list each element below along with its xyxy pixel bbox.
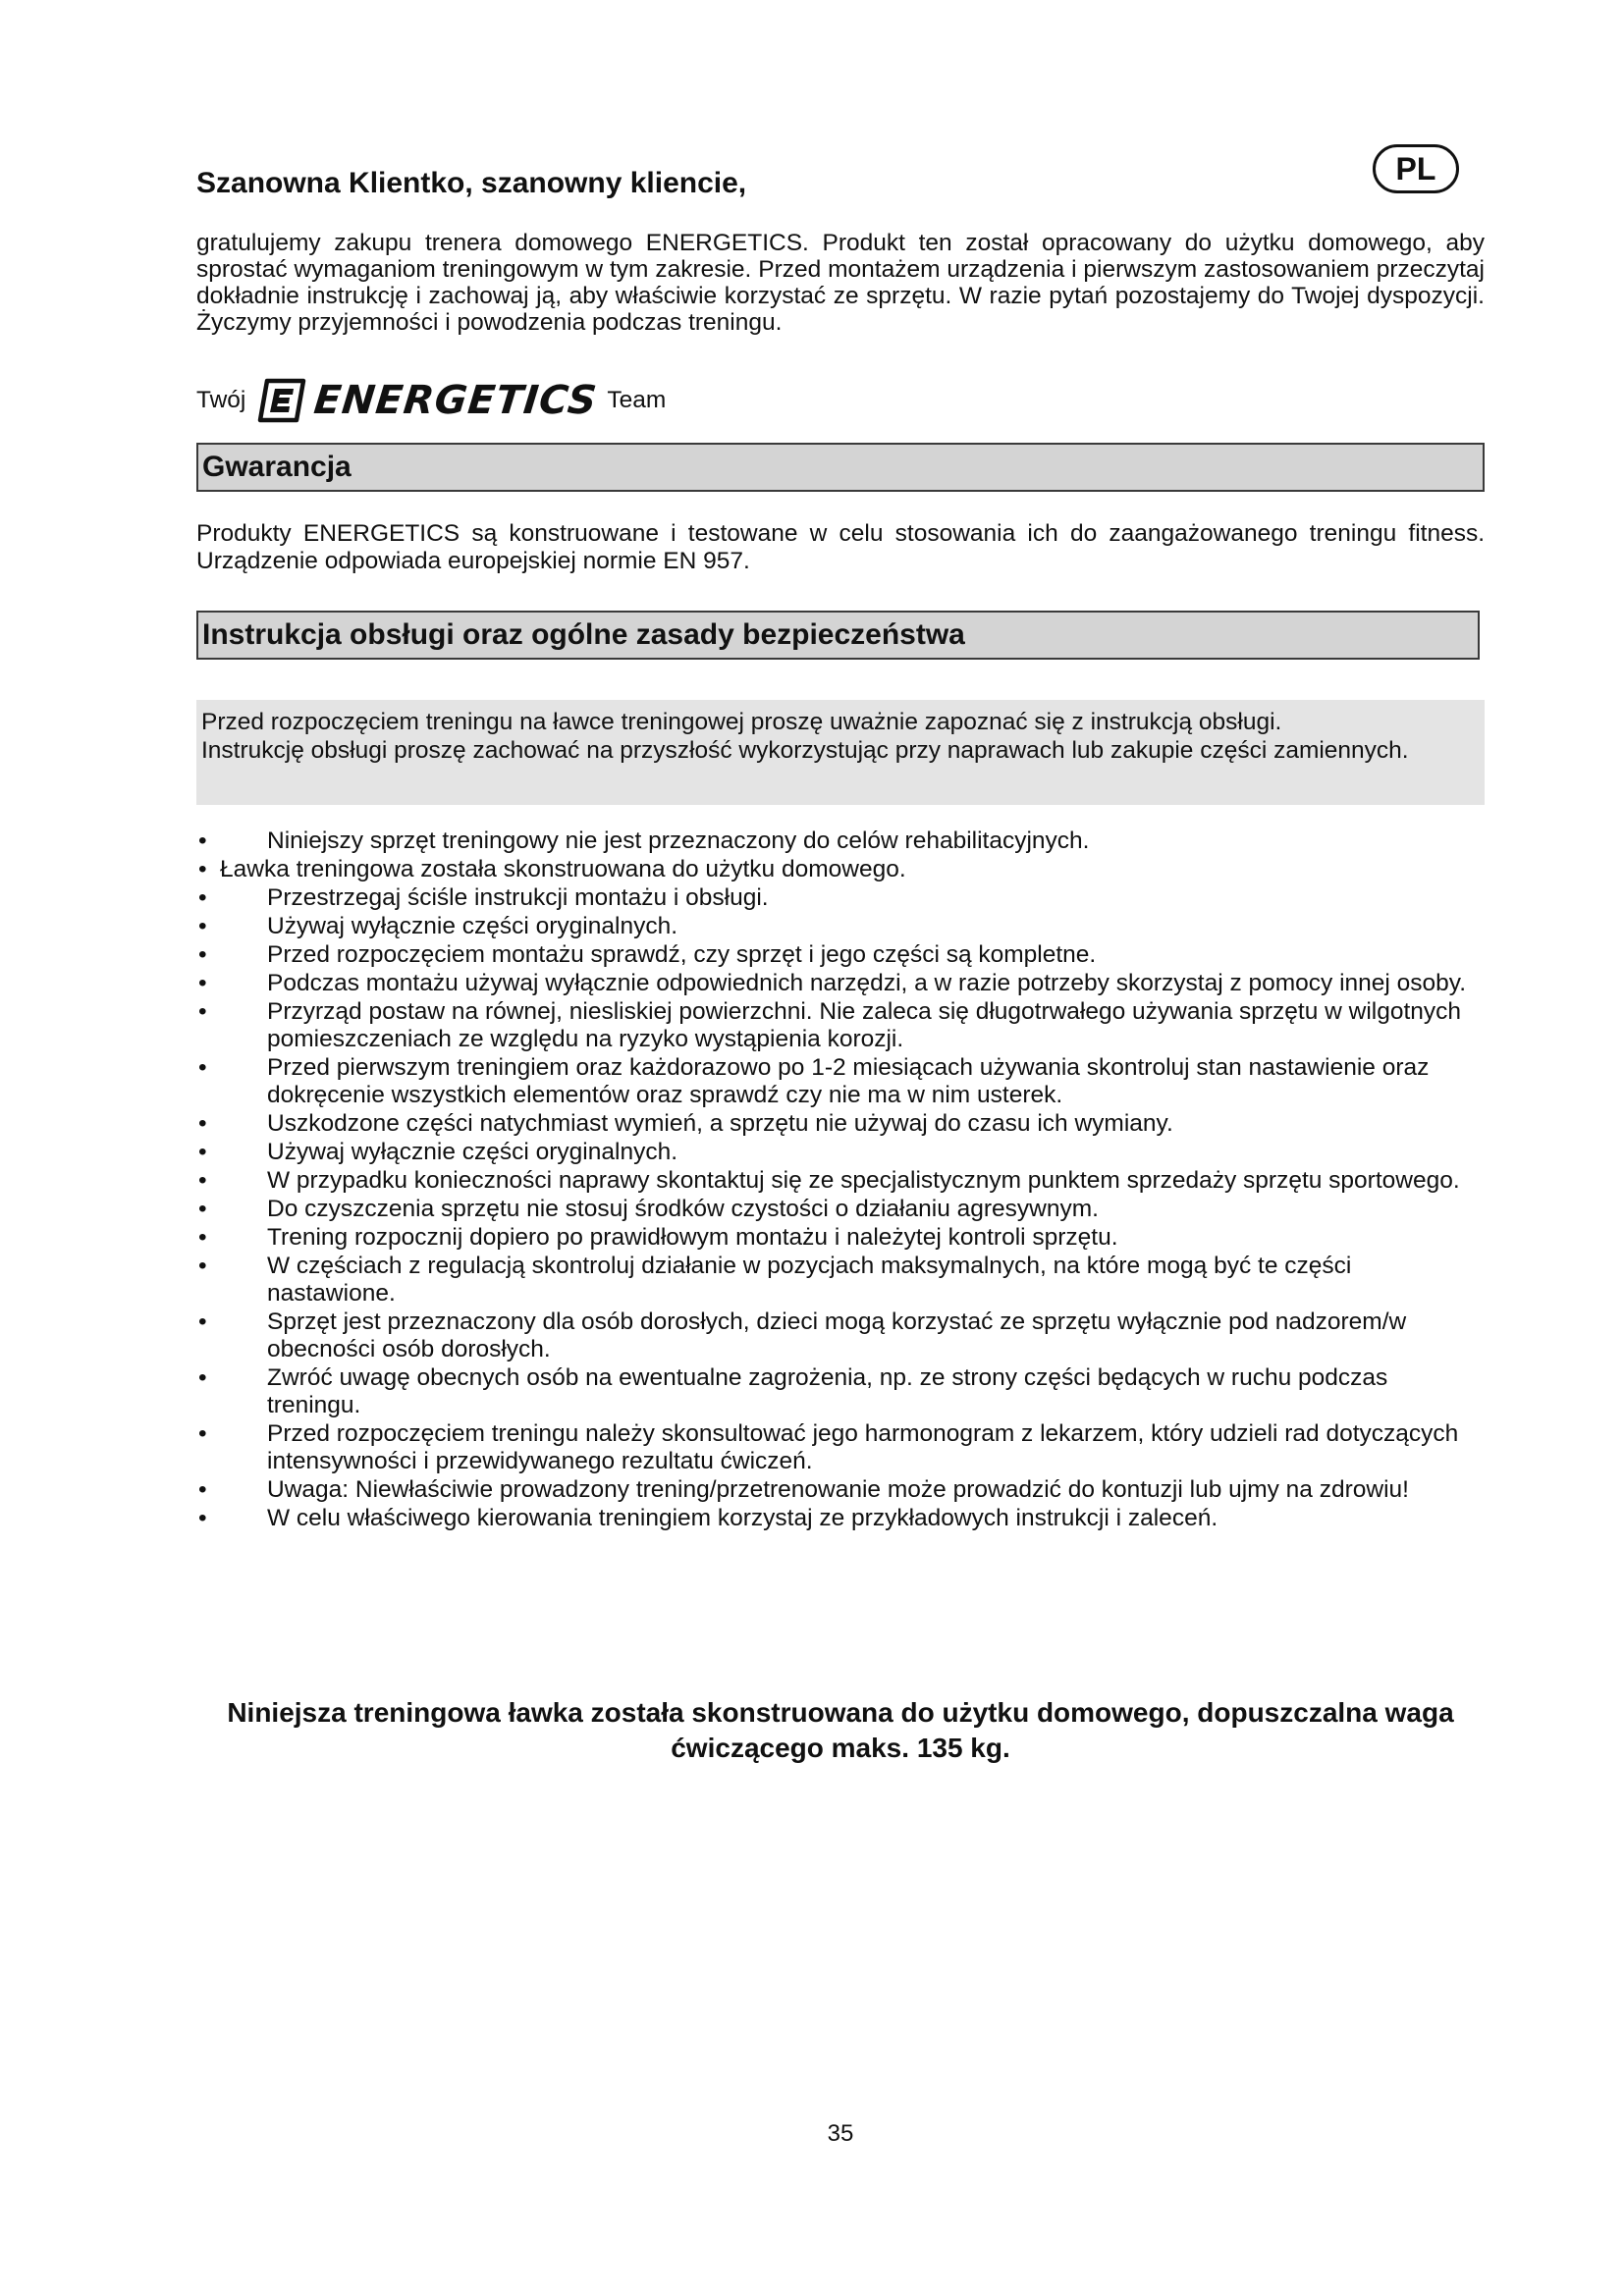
list-item: • Używaj wyłącznie części oryginalnych. [198,913,678,939]
guarantee-heading: Gwarancja [196,443,1485,492]
list-item: • Uwaga: Niewłaściwie prowadzony trening/przetrenowanie może prowadzić do kontuzji lub ujmy na zdrowiu! [198,1476,1409,1503]
bullet-icon: • [198,1110,207,1137]
list-item: • W częściach z regulacją skontroluj działanie w pozycjach maksymalnych, na które mogą być te części nastawione. [198,1253,1352,1307]
bullet-icon: • [198,970,207,996]
greeting-heading: Szanowna Klientko, szanowny kliencie, [196,167,747,199]
bullet-icon: • [198,1476,207,1503]
list-item: • W celu właściwego kierowania treningiem korzystaj ze przykładowych instrukcji i zaleceń. [198,1505,1218,1531]
list-item: • W przypadku konieczności naprawy skontaktuj się ze specjalistycznym punktem sprzedaży sprzętu sportowego. [198,1167,1460,1194]
list-item: • Trening rozpocznij dopiero po prawidłowym montażu i należytej kontroli sprzętu. [198,1224,1118,1251]
list-item: • Uszkodzone części natychmiast wymień, a sprzętu nie używaj do czasu ich wymiany. [198,1110,1173,1137]
energetics-logo [257,378,600,423]
bullet-icon: • [198,1196,207,1222]
list-item: • Ławka treningowa została skonstruowana do użytku domowego. [198,856,906,882]
bullet-icon: • [198,941,207,968]
list-item: • Przestrzegaj ściśle instrukcji montażu i obsługi. [198,884,769,911]
notice-line: Przed rozpoczęciem treningu na ławce treningowej proszę uważnie zapoznać się z instrukcją obsługi. [201,709,1282,735]
guarantee-paragraph: Produkty ENERGETICS są konstruowane i testowane w celu stosowania ich do zaangażowanego treningu fitness. Urządzenie odpowiada europejskiej normie EN 957. [196,520,1485,574]
instruction-notice [196,700,1485,805]
signoff-suffix: Team [607,387,667,413]
list-item: • Przed pierwszym treningiem oraz każdorazowo po 1-2 miesiącach używania skontroluj stan nastawienie oraz dokręcenie wszystkich elementów oraz sprawdź czy nie ma w nim usterek. [198,1054,1430,1108]
bullet-icon: • [198,856,207,882]
list-item: • Podczas montażu używaj wyłącznie odpowiednich narzędzi, a w razie potrzeby skorzystaj z pomocy innej osoby. [198,970,1467,996]
list-item: • Do czyszczenia sprzętu nie stosuj środków czystości o działaniu agresywnym. [198,1196,1099,1222]
safety-list [196,828,1485,1533]
list-item: • Przed rozpoczęciem treningu należy skonsultować jego harmonogram z lekarzem, który udzieli rad dotyczących intensywności i przewidywanego rezultatu ćwiczeń. [198,1420,1459,1474]
team-signoff [196,371,666,430]
closing-line: Niniejsza treningowa ławka została skonstruowana do użytku domowego, dopuszczalna waga [227,1697,1454,1728]
list-item: • Sprzęt jest przeznaczony dla osób dorosłych, dzieci mogą korzystać ze sprzętu wyłącznie pod nadzorem/w obecności osób dorosłych. [198,1308,1407,1362]
weight-limit-statement [196,1695,1485,1766]
bullet-icon: • [198,1224,207,1251]
bullet-icon: • [198,828,207,854]
closing-line: ćwiczącego maks. 135 kg. [671,1733,1010,1763]
signoff-prefix: Twój [196,387,246,413]
bullet-icon: • [198,1167,207,1194]
language-badge: PL [1373,144,1459,193]
energetics-e-icon [257,378,306,423]
list-item: • Przyrząd postaw na równej, niesliskiej powierzchni. Nie zaleca się długotrwałego używania sprzętu w wilgotnych pomieszczeniach ze względu na ryzyko wystąpienia korozji. [198,998,1462,1052]
intro-paragraph: gratulujemy zakupu trenera domowego ENERGETICS. Produkt ten został opracowany do użytku domowego, aby sprostać wymaganiom treningowym w tym zakresie. Przed montażem urządzenia i pierwszym zastosowaniem przeczytaj dokładnie instrukcję i zachowaj ją, aby właściwie korzystać ze sprzętu. W razie pytań pozostajemy do Twojej dyspozycji. Życzymy przyjemności i powodzenia podczas treningu. [196,230,1485,336]
bullet-icon: • [198,913,207,939]
list-item: • Przed rozpoczęciem montażu sprawdź, czy sprzęt i jego części są kompletne. [198,941,1097,968]
brand-wordmark: ENERGETICS [311,378,600,423]
bullet-icon: • [198,1505,207,1531]
list-item: • Używaj wyłącznie części oryginalnych. [198,1139,678,1165]
bullet-icon: • [198,1364,207,1391]
page-number: 35 [827,2120,854,2147]
bullet-icon: • [198,1054,207,1081]
notice-line: Instrukcję obsługi proszę zachować na przyszłość wykorzystując przy naprawach lub zakupie części zamiennych. [201,737,1409,764]
bullet-icon: • [198,1139,207,1165]
list-item: • Niniejszy sprzęt treningowy nie jest przeznaczony do celów rehabilitacyjnych. [198,828,1090,854]
bullet-icon: • [198,1308,207,1335]
list-item: • Zwróć uwagę obecnych osób na ewentualne zagrożenia, np. ze strony części będących w ruchu podczas treningu. [198,1364,1388,1418]
bullet-icon: • [198,884,207,911]
bullet-icon: • [198,1420,207,1447]
bullet-icon: • [198,998,207,1025]
bullet-icon: • [198,1253,207,1279]
safety-heading: Instrukcja obsługi oraz ogólne zasady bezpieczeństwa [196,611,1480,660]
